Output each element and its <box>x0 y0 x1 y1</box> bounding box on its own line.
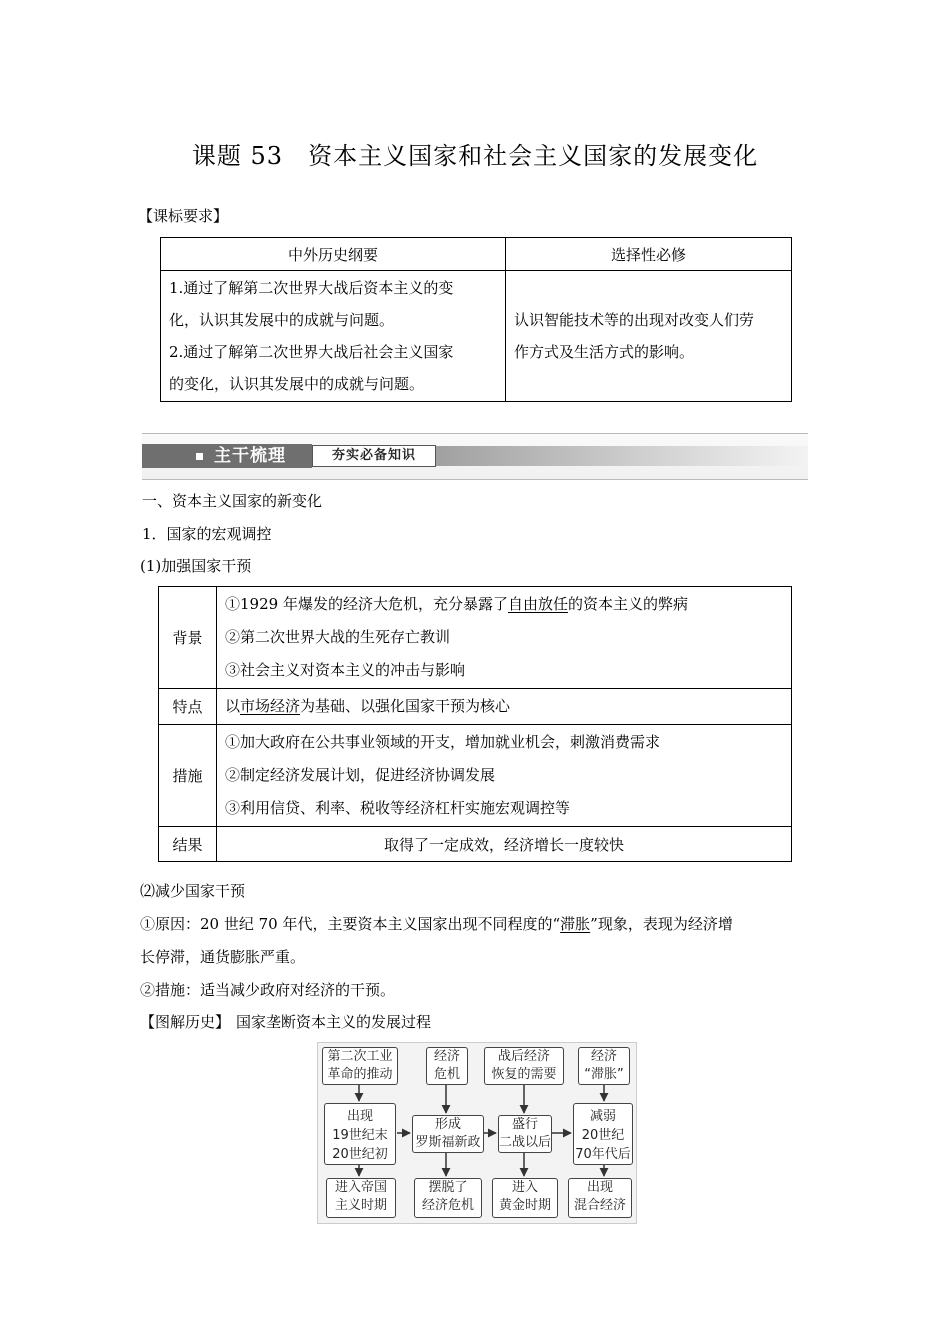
flow-box-bottom: 进入 黄金时期 <box>492 1178 558 1218</box>
intervention-table <box>158 586 792 862</box>
curriculum-line: 认识智能技术等的出现对改变人们劳 <box>514 311 755 329</box>
background-item: ②第二次世界大战的生死存亡教训 <box>225 628 451 646</box>
diagram-label: 【图解历史】 <box>140 1013 231 1031</box>
curriculum-line: 2.通过了解第二次世界大战后社会主义国家 <box>169 343 454 361</box>
curriculum-cell-2 <box>506 271 792 402</box>
subsection-item: ⑵减少国家干预 <box>140 882 246 900</box>
row-label-result: 结果 <box>159 827 217 862</box>
banner-sub-label: 夯实必备知识 <box>312 445 436 467</box>
flow-box-bottom: 出现 混合经济 <box>568 1178 632 1218</box>
flow-box-middle: 形成 罗斯福新政 <box>412 1115 484 1153</box>
section-banner <box>142 433 808 480</box>
flow-box-middle: 盛行 二战以后 <box>498 1115 552 1153</box>
background-item: ①1929 年爆发的经济大危机，充分暴露了自由放任的资本主义的弊病 <box>225 595 688 613</box>
row-label-measures: 措施 <box>159 725 217 827</box>
measures-cell <box>217 725 792 827</box>
curriculum-label: 【课标要求】 <box>138 207 229 225</box>
reason-line: ①原因：20 世纪 70 年代，主要资本主义国家出现不同程度的“滞胀”现象，表现为经济增 <box>140 915 733 933</box>
background-item: ③社会主义对资本主义的冲击与影响 <box>225 661 466 679</box>
curriculum-table <box>160 237 792 402</box>
measure-item: ①加大政府在公共事业领域的开支，增加就业机会，刺激消费需求 <box>225 733 661 751</box>
background-cell <box>217 587 792 689</box>
flow-box-top: 经济 “滞胀” <box>578 1047 630 1085</box>
flow-box-middle: 减弱 20世纪 70年代后 <box>573 1103 633 1165</box>
flow-box-top: 经济 危机 <box>426 1047 468 1085</box>
underlined-term: 自由放任 <box>507 595 568 613</box>
curriculum-line: 1.通过了解第二次世界大战后资本主义的变 <box>169 279 454 297</box>
square-bullet-icon <box>196 453 203 460</box>
row-label-background: 背景 <box>159 587 217 689</box>
underlined-term: 市场经济 <box>240 697 301 715</box>
reason-line: 长停滞，通货膨胀严重。 <box>140 948 306 966</box>
flowchart <box>317 1042 637 1224</box>
curriculum-cell-1 <box>161 271 506 402</box>
subsection-item: (1)加强国家干预 <box>140 557 252 575</box>
measure-line: ②措施：适当减少政府对经济的干预。 <box>140 981 396 999</box>
curriculum-line: 作方式及生活方式的影响。 <box>514 343 695 361</box>
row-label-feature: 特点 <box>159 689 217 725</box>
banner-main-label: 主干梳理 <box>214 446 286 466</box>
flow-box-bottom: 摆脱了 经济危机 <box>414 1178 482 1218</box>
section-heading: 一、资本主义国家的新变化 <box>142 492 323 510</box>
flow-box-top: 战后经济 恢复的需要 <box>484 1047 564 1085</box>
curriculum-header-2: 选择性必修 <box>506 238 792 271</box>
result-cell: 取得了一定成效，经济增长一度较快 <box>217 827 792 862</box>
curriculum-header-1: 中外历史纲要 <box>161 238 506 271</box>
curriculum-line: 化，认识其发展中的成就与问题。 <box>169 311 395 329</box>
underlined-term: 滞胀 <box>560 915 591 933</box>
measure-item: ②制定经济发展计划，促进经济协调发展 <box>225 766 496 784</box>
measure-item: ③利用信贷、利率、税收等经济杠杆实施宏观调控等 <box>225 799 571 817</box>
feature-cell: 以市场经济为基础、以强化国家干预为核心 <box>217 689 792 725</box>
subsection-heading: 1．国家的宏观调控 <box>142 525 272 543</box>
flow-box-bottom: 进入帝国 主义时期 <box>326 1178 396 1218</box>
curriculum-line: 的变化，认识其发展中的成就与问题。 <box>169 375 425 393</box>
flow-box-top: 第二次工业 革命的推动 <box>322 1047 398 1085</box>
diagram-caption <box>140 1012 431 1032</box>
flow-box-middle: 出现 19世纪末 20世纪初 <box>324 1103 396 1165</box>
page-title: 课题 53 资本主义国家和社会主义国家的发展变化 <box>191 142 759 170</box>
diagram-title: 国家垄断资本主义的发展过程 <box>236 1013 432 1031</box>
